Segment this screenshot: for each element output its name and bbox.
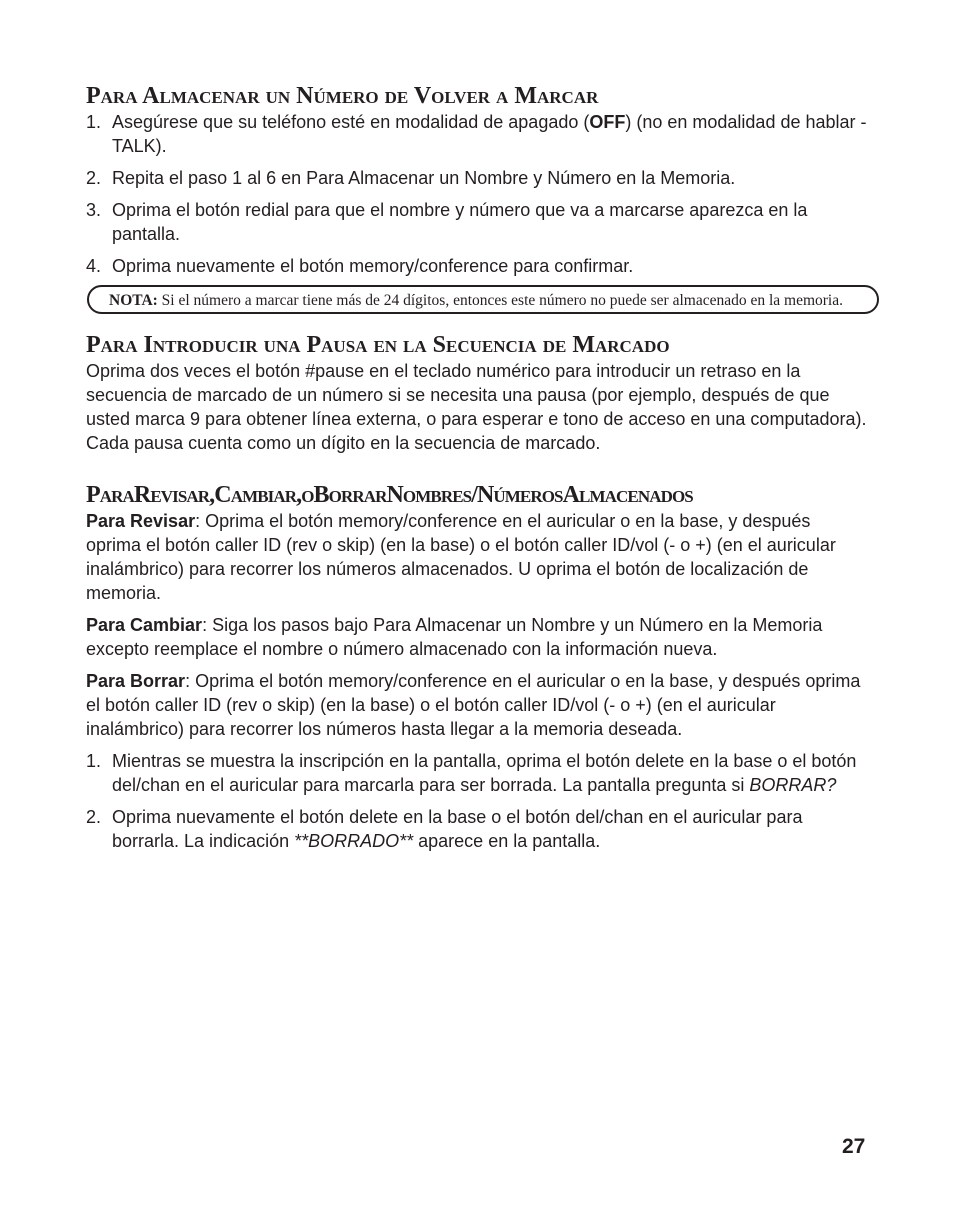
delete-steps bbox=[86, 749, 868, 853]
note-box bbox=[87, 285, 879, 314]
list-item: 2. Oprima nuevamente el botón delete en la base o el botón del/chan en el auricular para borrarla. La indicación **BORRADO** aparece en la pantalla. bbox=[86, 807, 803, 851]
section-title-pause: Para Introducir una Pausa en la Secuencia de Marcado bbox=[86, 332, 670, 358]
list-item: 2. Repita el paso 1 al 6 en Para Almacenar un Nombre y Número en la Memoria. bbox=[86, 168, 736, 188]
page-content bbox=[86, 82, 868, 853]
page-number: 27 bbox=[842, 1135, 866, 1158]
list-item: 4. Oprima nuevamente el botón memory/conference para confirmar. bbox=[86, 256, 634, 276]
section-title-review-change-delete: ParaRevisar,Cambiar,oBorrarNombres/NúmerosAlmacenados bbox=[86, 482, 693, 508]
change-paragraph: Para Cambiar: Siga los pasos bajo Para Almacenar un Nombre y un Número en la Memoria excepto reemplace el nombre o número almacenado con la información nueva. bbox=[86, 615, 823, 659]
note-text: Si el número a marcar tiene más de 24 dígitos, entonces este número no puede ser almacenado en la memoria. bbox=[157, 292, 843, 309]
list-item: 1. Mientras se muestra la inscripción en la pantalla, oprima el botón delete en la base o el botón del/chan en el auricular para marcarla para ser borrada. La pantalla pregunta si BORRAR? bbox=[86, 751, 857, 795]
list-item: 3. Oprima el botón redial para que el nombre y número que va a marcarse aparezca en la pantalla. bbox=[86, 200, 808, 244]
section-title-store-redial: Para Almacenar un Número de Volver a Marcar bbox=[86, 83, 599, 109]
delete-paragraph: Para Borrar: Oprima el botón memory/conference en el auricular o en la base, y después oprima el botón caller ID (rev o skip) (en la base) o el botón caller ID/vol (- o +) (en el auricular inalámbrico) para recorrer los números hasta llegar a la memoria deseada. bbox=[86, 671, 861, 739]
note-label: NOTA: bbox=[109, 292, 158, 309]
pause-paragraph: Oprima dos veces el botón #pause en el teclado numérico para introducir un retraso en la secuencia de marcado de un número si se necesita una pausa (por ejemplo, después de que usted marca 9 para obtener línea externa, o para esperar e tono de acceso en una computadora). Cada pausa cuenta como un dígito en la secuencia de marcado. bbox=[86, 361, 867, 453]
review-paragraph: Para Revisar: Oprima el botón memory/conference en el auricular o en la base, y después oprima el botón caller ID (rev o skip) (en la base) o el botón caller ID/vol (- o +) (en el auricular inalámbrico) para recorrer los números almacenados. U oprima el botón de localización de memoria. bbox=[86, 511, 836, 603]
store-redial-steps bbox=[86, 110, 868, 278]
list-item: 1. Asegúrese que su teléfono esté en modalidad de apagado (OFF) (no en modalidad de hablar -TALK). bbox=[86, 112, 867, 156]
